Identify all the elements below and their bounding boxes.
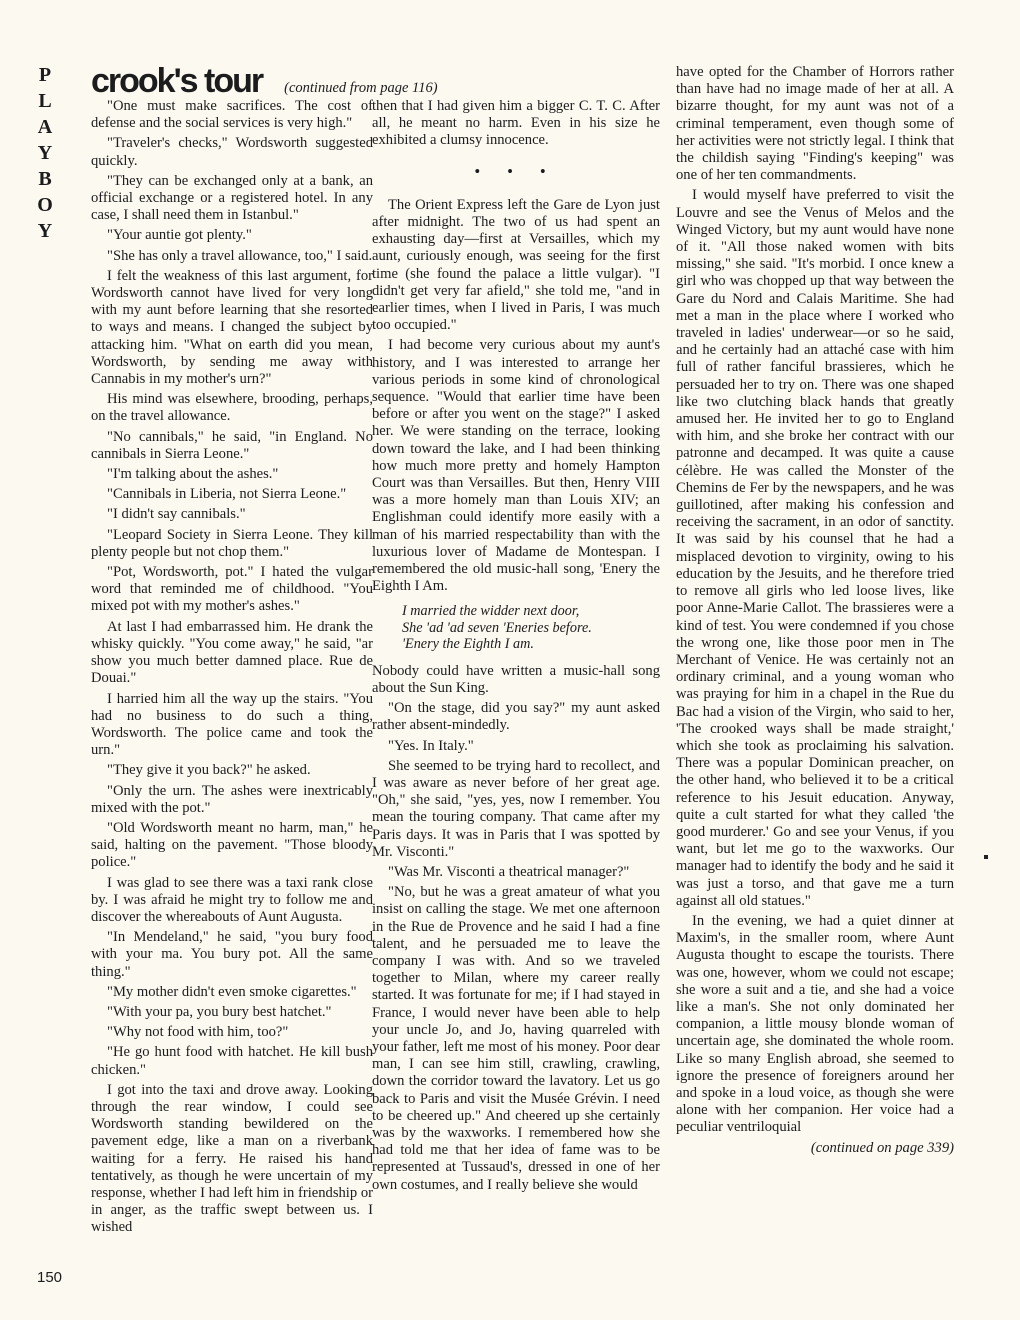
paragraph: "In Mendeland," he said, "you bury food with your ma. You bury pot. All the same thing."	[91, 929, 373, 980]
paragraph: "Your auntie got plenty."	[107, 227, 252, 244]
paragraph: "No cannibals," he said, "in England. No cannibals in Sierra Leone."	[91, 428, 373, 462]
paragraph: The Orient Express left the Gare de Lyon just after midnight. The two of us had spent an exhausting day—first at Versailles, which my aunt, curiously enough, was seeing for the first time (she found the palace a little vulgar). "I didn't get very far afield," she told me, "and in earlier times, when I lived in Paris, I was much too occupied."	[372, 196, 660, 334]
paragraph: "They give it you back?" he asked.	[107, 762, 311, 779]
paragraph: have opted for the Chamber of Horrors rather than have had no image made of her at all. A bizarre thought, for my aunt was not of a criminal temperament, even though some of her activities were not strictly legal. I think that the childish saying "Finding's keeping" was one of her ten commandments.	[676, 64, 954, 184]
masthead-letter: O	[37, 194, 53, 216]
magazine-masthead	[30, 62, 60, 244]
paragraph: "Why not food with him, too?"	[107, 1024, 289, 1041]
paragraph: I was glad to see there was a taxi rank close by. I was afraid he might try to follow me and discover the whereabouts of Aunt Augusta.	[91, 874, 373, 925]
paragraph: "I'm talking about the ashes."	[107, 466, 279, 483]
paragraph: "She has only a travel allowance, too," I said.	[107, 247, 373, 264]
paragraph: I would myself have preferred to visit the Louvre and see the Venus of Melos and the Winged Victory, but my aunt would have none of it. "All those naked women with bits missing," she said. "It's morbid. I once knew a girl who was chopped up that way between the Gare du Nord and Calais Maritime. She had met a man in the place where I worked who traveled in ladies' underwear—or so he said, and he certainly had an attaché case with him full of rather fanciful brassieres, which he persuaded her to try on. There was one shaped like two clutching black hands that greatly amused her. He invited her to go to England with him, and she broke her contract with our patronne and decamped. It was quite a cause célèbre. He was called the Monster of the Chemins de Fer by the newspapers, and he was guillotined, after making his confession and receiving the sacrament, in an odor of sanctity. It was said by his counsel that he had a misplaced devotion to virginity, owing to his education by the Jesuits, and he therefore tried to remove all girls who led loose lives, like poor Anne-Marie Callot. The brassieres were a kind of test. You were condemned if you chose the wrong one, like those poor men in The Merchant of Venice. He was certainly not an ordinary criminal, and a young woman who was praying for him in a chapel in the Rue du Bac had a vision of the Virgin, who said to her, 'The crooked ways shall be made straight,' which she took as proclaiming his salvation. There was a popular Dominican preacher, on the other hand, who believed it to be a critical reference to his Jesuit education. Anyway, quite a cult started for what they called 'the good murderer.' Go and see your Venus, if you want, but let me go to the waxworks. Our manager had to identify the body and he said it was just a torso, and that gave me a turn against all old statues."	[676, 187, 954, 909]
paragraph: "They can be exchanged only at a bank, an official exchange or a registered hotel. In any case, I shall need them in Istanbul."	[91, 172, 373, 224]
continued-on-note: (continued on page 339)	[810, 1139, 954, 1156]
paragraph: In the evening, we had a quiet dinner at Maxim's, in the smaller room, where Aunt Augusta thought to escape the tourists. There was one, however, whom we could not escape; she wore a suit and a tie, and she had a voice like a man's. She not only dominated her companion, a little mousy blonde woman of uncertain age, she dominated the whole room. Like so many English abroad, she seemed to ignore the presence of foreigners around her and spoke in a loud voice, as though she were alone with her companion. Her voice had a peculiar ventriloquial	[676, 912, 954, 1136]
paragraph: "Yes. In Italy."	[388, 737, 474, 754]
verse-line: 'Enery the Eighth I am.	[402, 636, 534, 653]
paragraph: His mind was elsewhere, brooding, perhaps, on the travel allowance.	[91, 391, 373, 425]
continued-from-note: (continued from page 116)	[284, 80, 438, 96]
verse-line: She 'ad 'ad seven 'Eneries before.	[402, 619, 592, 636]
paragraph: At last I had embarrassed him. He drank the whisky quickly. "You come away," he said, "ar show you much better damned place. Rue de Douai."	[91, 618, 373, 687]
section-break: • • •	[474, 163, 558, 180]
page-number: 150	[37, 1269, 63, 1286]
paragraph: "Leopard Society in Sierra Leone. They kill plenty people but not chop them."	[91, 526, 373, 560]
column-1	[91, 98, 373, 1240]
article-header	[91, 62, 651, 102]
paragraph: "On the stage, did you say?" my aunt asked rather absent-mindedly.	[372, 700, 660, 734]
paragraph: "No, but he was a great amateur of what you insist on calling the stage. We met one afternoon in the Rue de Provence and he said I had a fine talent, and he persuaded me to leave the company I was with. And so we traveled together to Milan, where my career really started. It was fortunate for me; if I had stayed in France, I would never have been able to help your uncle Jo, and Jo, having quarreled with your father, left me most of his money. Poor dear man, I can see him still, crawling, crawling, down the corridor toward the lavatory. Let us go back to Paris and visit the Musée Grévin. I need to be cheered up." And cheered up she certainly was by the waxworks. I remembered how she had told me that her idea of fame was to be represented at Tussaud's, dressed in one of her own costumes, and I really believe she would	[372, 884, 660, 1193]
column-3	[676, 64, 954, 1157]
paragraph: "He go hunt food with hatchet. He kill bush chicken."	[91, 1044, 373, 1078]
article-title: crook's tour	[91, 62, 263, 100]
verse-line: I married the widder next door,	[402, 603, 580, 620]
paragraph: "Traveler's checks," Wordsworth suggested quickly.	[91, 135, 373, 169]
paragraph: Nobody could have written a music-hall song about the Sun King.	[372, 662, 660, 696]
paragraph: I got into the taxi and drove away. Looking through the rear window, I could see Wordsworth standing bewildered on the pavement edge, like a man on a riverbank waiting for a ferry. He raised his hand tentatively, as though he were uncertain of my response, whether I had left him in friendship or in anger, as the traffic swept between us. I wished	[91, 1081, 373, 1236]
paragraph: "My mother didn't even smoke cigarettes."	[107, 983, 357, 1000]
masthead-letter: L	[38, 90, 52, 112]
masthead-letter: A	[37, 116, 53, 138]
paragraph: "Old Wordsworth meant no harm, man," he said, halting on the pavement. "Those bloody police."	[91, 819, 373, 871]
paragraph: I harried him all the way up the stairs. "You had no business to do such a thing, Wordsworth. The police came and took the urn."	[91, 690, 373, 759]
paragraph: "I didn't say cannibals."	[107, 506, 246, 523]
masthead-letter: B	[38, 168, 52, 190]
masthead-letter: Y	[37, 220, 53, 242]
paragraph: "One must make sacrifices. The cost of defense and the social services is very high."	[91, 98, 373, 132]
paragraph: "Cannibals in Liberia, not Sierra Leone."	[107, 486, 347, 503]
paragraph: "Pot, Wordsworth, pot." I hated the vulgar word that reminded me of childhood. "You mixed pot with my mother's ashes."	[91, 564, 373, 615]
masthead-letter: P	[38, 64, 52, 86]
song-verse	[402, 603, 660, 652]
column-2	[372, 98, 660, 1197]
masthead-letter: Y	[37, 142, 53, 164]
paragraph: then that I had given him a bigger C. T. C. After all, he meant no harm. Even in his size he exhibited a clumsy innocence.	[372, 98, 660, 149]
paragraph: "Only the urn. The ashes were inextricably mixed with the pot."	[91, 782, 373, 816]
margin-mark	[984, 855, 988, 859]
paragraph: She seemed to be trying hard to recollect, and I was aware as never before of her great age. "Oh," she said, "yes, yes, now I remember. You mean the touring company. That came after my Paris days. It was in Paris that I was spotted by Mr. Visconti."	[372, 757, 660, 860]
paragraph: I felt the weakness of this last argument, for Wordsworth cannot have lived for very long with my aunt before learning that she resorted to ways and means. I changed the subject by attacking him. "What on earth did you mean, Wordsworth, by sending me away with Cannabis in my mother's urn?"	[91, 267, 373, 388]
paragraph: I had become very curious about my aunt's history, and I was interested to arrange her various periods in some kind of chronological sequence. "Would that earlier time have been before or after you went on the stage?" I asked her. We were standing on the terrace, looking down toward the lake, and I had been thinking how much more pretty and homely Hampton Court was than Versailles. But then, Henry VIII was a more homely man than Louis XIV; an Englishman could identify more easily with a man of his married respectability than with the luxurious lover of Madame de Montespan. I remembered the old music-hall song, 'Enery the Eighth I Am.	[372, 337, 660, 595]
paragraph: "Was Mr. Visconti a theatrical manager?"	[388, 863, 630, 880]
paragraph: "With your pa, you bury best hatchet."	[107, 1003, 332, 1020]
